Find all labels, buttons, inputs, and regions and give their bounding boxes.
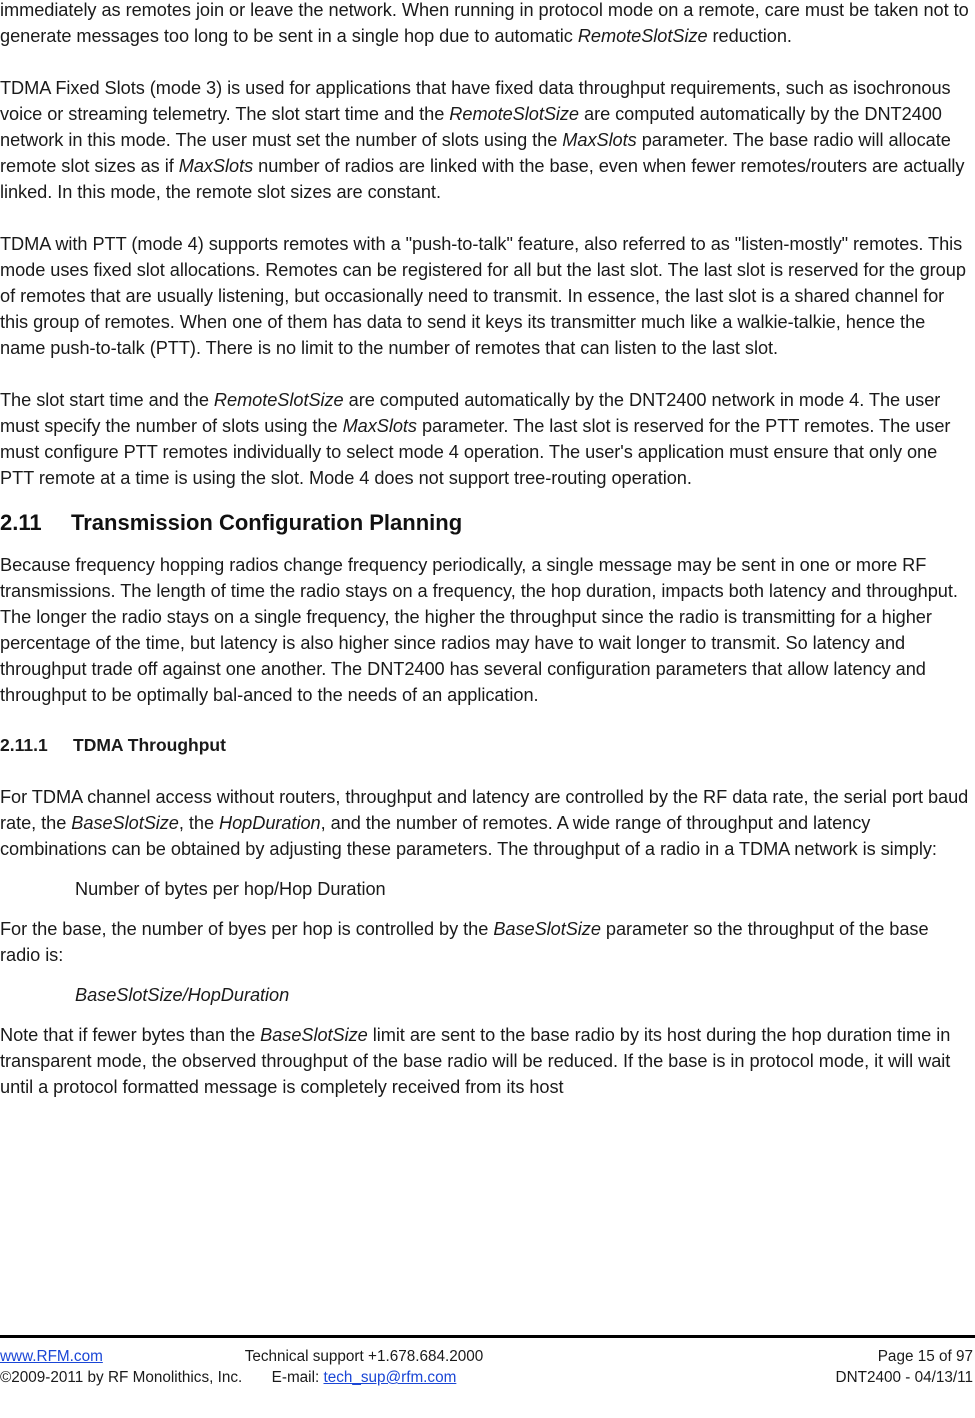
paragraph-base-throughput: For the base, the number of byes per hop is controlled by the BaseSlotSize parameter so the throughput of the base radio is: xyxy=(0,919,929,965)
paragraph-note-fewer-bytes: Note that if fewer bytes than the BaseSlotSize limit are sent to the base radio by its host during the hop duration time in transparent mode, the observed throughput of the base radio will be reduced. If the base is in protocol mode, it will wait until a protocol formatted message is completely received from its host xyxy=(0,1025,951,1097)
support-email: E-mail: tech_sup@rfm.com xyxy=(271,1369,457,1386)
website-link[interactable]: www.RFM.com xyxy=(0,1348,103,1365)
term-baseslotsize: BaseSlotSize xyxy=(493,919,601,939)
section-title: Transmission Configuration Planning xyxy=(71,510,463,535)
term-baseslotsize: BaseSlotSize xyxy=(71,813,179,833)
footer-divider xyxy=(0,1335,975,1338)
term-maxslots: MaxSlots xyxy=(342,416,417,436)
term-maxslots: MaxSlots xyxy=(178,156,254,176)
paragraph-slot-start-time: The slot start time and the RemoteSlotSize are computed automatically by the DNT2400 network in mode 4. The user must specify the number of slots using the MaxSlots parameter. The last slot is reserved for the PTT remotes. The user must configure PTT remotes individually to select mode 4 operation. The user's application must ensure that only one PTT remote at a time is using the slot. Mode 4 does not support tree-routing operation. xyxy=(0,390,951,488)
term-remoteslotsize: RemoteSlotSize xyxy=(449,104,579,124)
support-phone: Technical support +1.678.684.2000 xyxy=(244,1348,484,1365)
section-heading xyxy=(0,508,973,538)
paragraph-remote-protocol: immediately as remotes join or leave the network. When running in protocol mode on a remote, care must be taken not to generate messages too long to be sent in a single hop due to automatic RemoteSlotSize reduction. xyxy=(0,0,969,46)
term-baseslotsize: BaseSlotSize xyxy=(260,1025,368,1045)
document-id: DNT2400 - 04/13/11 xyxy=(835,1369,973,1386)
section-number: 2.11 xyxy=(0,510,42,535)
paragraph-frequency-hopping: Because frequency hopping radios change frequency periodically, a single message may be sent in one or more RF transmissions. The length of time the radio stays on a frequency, the hop duration, impacts both latency and throughput. The longer the radio stays on a single frequency, the higher the throughput since the radio is transmitting for a higher percentage of the time, but latency is also higher since radios may have to wait longer to transmit. So latency and throughput trade off against one another. The DNT2400 has several configuration parameters that allow latency and throughput to be optimally bal-anced to the needs of an application. xyxy=(0,555,958,705)
term-remoteslotsize: RemoteSlotSize xyxy=(213,390,344,410)
page-footer xyxy=(0,1347,975,1389)
subsection-title: TDMA Throughput xyxy=(73,735,226,755)
term-remoteslotsize: RemoteSlotSize xyxy=(577,26,708,46)
paragraph-tdma-fixed-slots: TDMA Fixed Slots (mode 3) is used for applications that have fixed data throughput requirements, such as isochronous voice or streaming telemetry. The slot start time and the RemoteSlotSize are computed automatically by the DNT2400 network in this mode. The user must set the number of slots using the MaxSlots parameter. The base radio will allocate remote slot sizes as if MaxSlots number of radios are linked with the base, even when fewer remotes/routers are actually linked. In this mode, the remote slot sizes are constant. xyxy=(0,78,965,202)
paragraph-tdma-ptt: TDMA with PTT (mode 4) supports remotes with a "push-to-talk" feature, also referred to as "listen-mostly" remotes. This mode uses fixed slot allocations. Remotes can be registered for all but the last slot. The last slot is reserved for the group of remotes that are usually listening, but occasionally need to transmit. In essence, the last slot is a shared channel for this group of remotes. When one of them has data to send it keys its transmitter much like a walkie-talkie, hence the name push-to-talk (PTT). There is no limit to the number of remotes that can listen to the last slot. xyxy=(0,234,966,358)
formula-throughput: Number of bytes per hop/Hop Duration xyxy=(75,879,386,899)
paragraph-tdma-channel-access: For TDMA channel access without routers, throughput and latency are controlled by the RF data rate, the serial port baud rate, the BaseSlotSize, the HopDuration, and the number of remotes. A wide range of throughput and latency combinations can be obtained by adjusting these parameters. The throughput of a radio in a TDMA network is simply: xyxy=(0,787,969,859)
subsection-number: 2.11.1 xyxy=(0,735,48,755)
subsection-heading xyxy=(0,732,973,758)
term-hopduration: HopDuration xyxy=(219,813,321,833)
email-link[interactable]: tech_sup@rfm.com xyxy=(323,1369,457,1386)
formula-base-throughput: BaseSlotSize/HopDuration xyxy=(75,985,290,1005)
page-number: Page 15 of 97 xyxy=(877,1348,973,1365)
copyright: ©2009-2011 by RF Monolithics, Inc. xyxy=(0,1369,243,1386)
term-maxslots: MaxSlots xyxy=(562,130,637,150)
